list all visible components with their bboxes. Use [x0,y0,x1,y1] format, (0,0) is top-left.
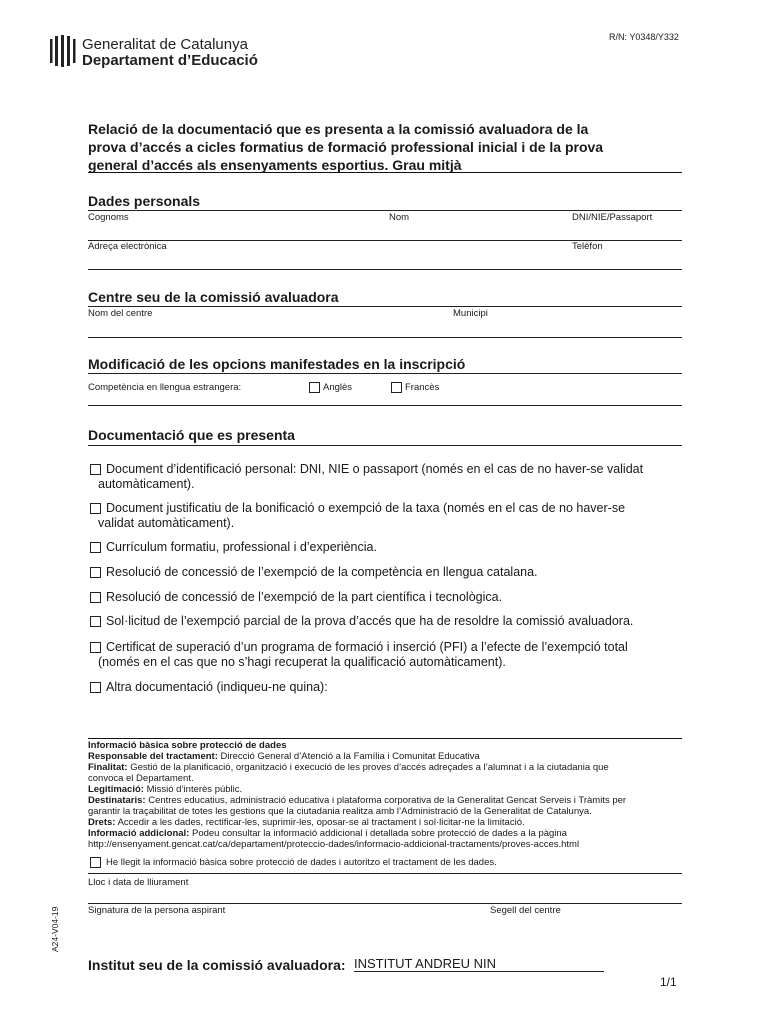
privacy-info-block [88,740,688,850]
document-checkbox[interactable] [90,616,101,627]
privacy-info-link[interactable]: http://ensenyament.gencat.cat/ca/departament/proteccio-dades/informacio-addicional-tractaments/proves-acces.html [88,839,580,850]
privacy-field-text: convoca el Departament. [88,773,194,784]
divider [88,373,682,374]
privacy-field-label: Destinataris: [88,795,146,806]
privacy-field-label: Drets: [88,817,116,828]
title-line: prova d’accés a cicles formatius de formació professional inicial i de la prova [88,139,604,155]
place-date-label: Lloc i data de lliurament [88,877,189,888]
signature-label: Signatura de la persona aspirant [88,905,226,916]
document-item-label: Certificat de superació d’un programa de formació i inserció (PFI) a l’efecte de l’exempció total [106,640,628,654]
document-item-label: Document justificatiu de la bonificació o exempció de la taxa (només en el cas de no haver-se [106,501,626,515]
document-checkbox[interactable] [90,682,101,693]
privacy-field-label: Finalitat: [88,762,128,773]
document-checkbox[interactable] [90,642,101,653]
privacy-field-text: Podeu consultar la informació addicional i detallada sobre protecció de dades a la pàgina [192,828,567,839]
place-date-field[interactable] [88,903,682,904]
privacy-field-text: Centres educatius, administració educativa i plataforma corporativa de la Generalitat Gencat Serveis i Tràmits per [148,795,627,806]
document-checkbox[interactable] [90,592,101,603]
stamp-label: Segell del centre [490,905,561,916]
section-heading-personal-data: Dades personals [88,193,201,209]
generalitat-logo [50,35,76,67]
divider [88,172,682,173]
email-field[interactable] [88,269,682,270]
divider [88,306,682,307]
surname-label: Cognoms [88,212,129,223]
english-label: Anglès [323,382,353,393]
page-number: 1/1 [660,975,677,989]
name-label: Nom [389,212,410,223]
reference-number: R/N: Y0348/Y332 [609,32,679,42]
institute-field[interactable]: INSTITUT ANDREU NIN [354,957,604,972]
document-checkbox[interactable] [90,567,101,578]
privacy-field-label: Responsable del tractament: [88,751,218,762]
phone-label: Telèfon [572,241,603,252]
privacy-field-text: garantir la traçabilitat de totes les gestions que la ciutadania realitza amb l’Administració de la Generalitat de Catalunya. [88,806,592,817]
document-item-label: Altra documentació (indiqueu-ne quina): [106,680,328,694]
document-checkbox[interactable] [90,503,101,514]
divider [88,873,682,874]
title-line: general d’accés als ensenyaments esportius. Grau mitjà [88,157,462,173]
divider [88,405,682,406]
form-title [88,120,603,174]
privacy-field-text: Gestió de la planificació, organització i execució de les proves d’accés adreçades a l’alumnat i a la ciutadania que [130,762,609,773]
document-item-label: Currículum formatiu, professional i d’experiència. [106,540,377,554]
privacy-consent-checkbox[interactable] [90,857,101,868]
english-checkbox[interactable] [309,382,320,393]
section-heading-modification: Modificació de les opcions manifestades en la inscripció [88,356,466,372]
french-checkbox[interactable] [391,382,402,393]
id-document-label: DNI/NIE/Passaport [572,212,653,223]
document-item-label: Resolució de concessió de l’exempció de la competència en llengua catalana. [106,565,538,579]
document-item-label: automàticament). [98,477,195,491]
organization-name: Generalitat de Catalunya [82,36,248,53]
privacy-field-label: Informació addicional: [88,828,190,839]
document-item-label: (només en el cas que no s’hagi recuperat la qualificació automàticament). [98,655,506,669]
centre-name-field[interactable] [88,337,682,338]
privacy-field-text: Missió d’interès públic. [146,784,243,795]
french-label: Francès [405,382,440,393]
privacy-field-text: Accedir a les dades, rectificar-les, suprimir-les, oposar-se al tractament i sol·licitar-ne la limitació. [117,817,525,828]
section-heading-centre: Centre seu de la comissió avaluadora [88,289,339,305]
document-item-label: validat automàticament). [98,516,235,530]
institute-label: Institut seu de la comissió avaluadora: [88,957,346,973]
document-item-label: Sol·licitud de l’exempció parcial de la prova d’accés que ha de resoldre la comissió avaluadora. [106,614,634,628]
privacy-field-label: Legitimació: [88,784,144,795]
department-name: Departament d’Educació [82,52,258,69]
document-item-label: Resolució de concessió de l’exempció de la part científica i tecnològica. [106,590,503,604]
privacy-title: Informació bàsica sobre protecció de dades [88,740,287,751]
divider [88,445,682,446]
centre-name-label: Nom del centre [88,308,153,319]
municipality-label: Municipi [453,308,488,319]
document-item-label: Document d’identificació personal: DNI, NIE o passaport (només en el cas de no haver-se validat [106,462,644,476]
form-code: A24-V04-19 [50,906,60,952]
document-checkbox[interactable] [90,542,101,553]
divider [88,738,682,739]
privacy-field-text: Direcció General d’Atenció a la Família i Comunitat Educativa [220,751,480,762]
section-heading-documents: Documentació que es presenta [88,427,295,443]
document-checkbox[interactable] [90,464,101,475]
email-label: Adreça electrònica [88,241,167,252]
privacy-consent-label: He llegit la informació bàsica sobre protecció de dades i autoritzo el tractament de les dades. [106,857,497,868]
title-line: Relació de la documentació que es presenta a la comissió avaluadora de la [88,121,589,137]
divider [88,210,682,211]
foreign-language-label: Competència en llengua estrangera: [88,382,242,393]
